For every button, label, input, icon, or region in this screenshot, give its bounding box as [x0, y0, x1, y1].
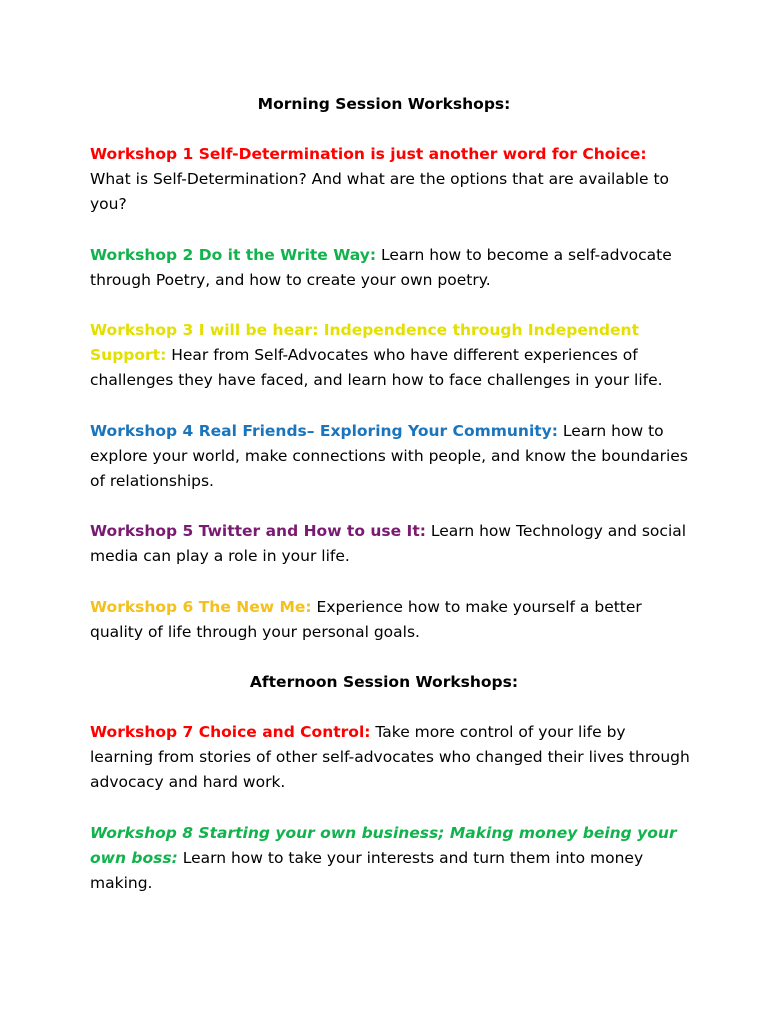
workshop-7 [90, 720, 690, 796]
workshop-5 [90, 519, 690, 569]
workshop-5-description: Learn how Technology and social media can play a role in your life. [90, 522, 687, 566]
document-page [90, 92, 690, 921]
workshop-1-description: What is Self-Determination? And what are the options that are available to you? [90, 170, 670, 214]
workshop-3-description: Hear from Self-Advocates who have different experiences of challenges they have faced, and learn how to face challenges in your life. [90, 346, 663, 390]
workshop-8-title: Workshop 8 Starting your own business; Making money being your own boss: [90, 823, 677, 867]
workshop-2-description: Learn how to become a self-advocate through Poetry, and how to create your own poetry. [90, 245, 672, 289]
workshop-2-title: Workshop 2 Do it the Write Way: [90, 245, 377, 264]
afternoon-session-heading: Afternoon Session Workshops: [249, 673, 519, 692]
workshop-6-title: Workshop 6 The New Me: [90, 597, 312, 616]
workshop-6 [90, 595, 690, 645]
workshop-7-title: Workshop 7 Choice and Control: [90, 723, 371, 742]
workshop-4-description: Learn how to explore your world, make connections with people, and know the boundaries of relationships. [90, 421, 688, 491]
workshop-8-description: Learn how to take your interests and turn them into money making. [90, 848, 644, 893]
workshop-3-title: Workshop 3 I will be hear: Independence through Independent Support: [90, 321, 639, 365]
workshop-5-title: Workshop 5 Twitter and How to use It: [90, 522, 426, 541]
workshop-4-title: Workshop 4 Real Friends– Exploring Your Community: [90, 421, 558, 440]
workshop-3 [90, 318, 690, 394]
morning-session-heading: Morning Session Workshops: [257, 95, 511, 113]
workshop-4 [90, 419, 690, 495]
workshop-2 [90, 243, 690, 293]
workshop-8 [90, 821, 690, 897]
workshop-6-description: Experience how to make yourself a better quality of life through your personal goals. [90, 597, 642, 641]
workshop-1 [90, 142, 690, 218]
workshop-7-description: Take more control of your life by learning from stories of other self-advocates who changed their lives through advocacy and hard work. [90, 723, 690, 792]
workshop-1-title: Workshop 1 Self-Determination is just another word for Choice: [90, 145, 647, 163]
